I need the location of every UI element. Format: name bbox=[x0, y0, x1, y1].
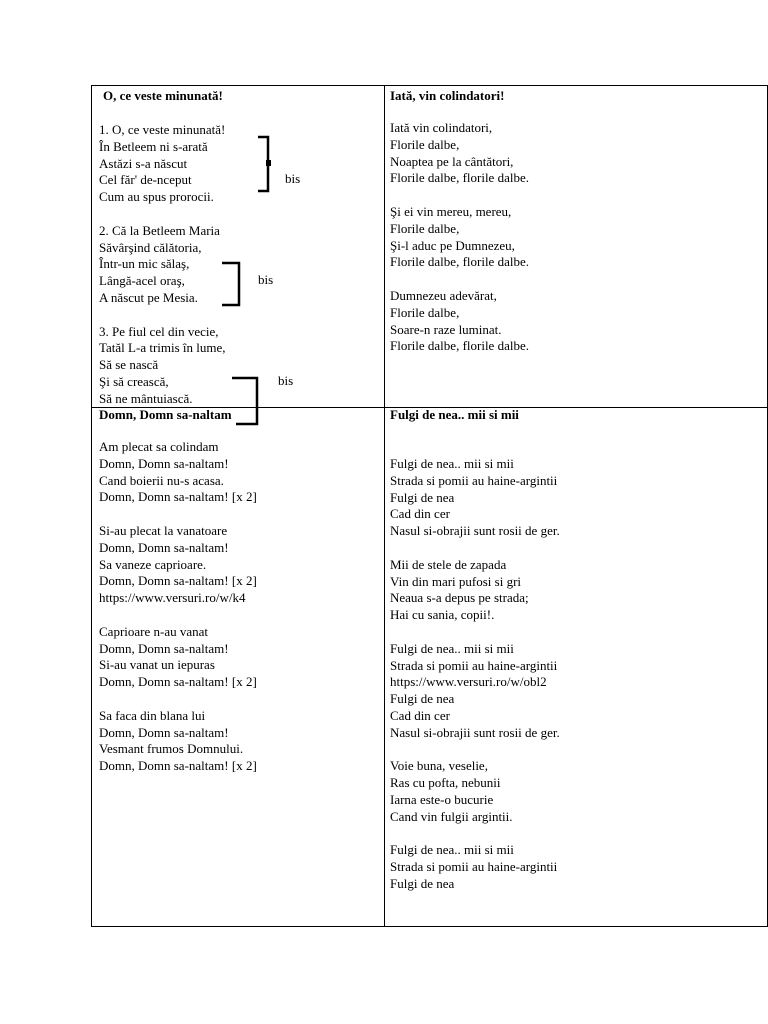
song-lyrics: 1. O, ce veste minunată! În Betleem ni s-arată Astăzi s-a născut Cel făr' de-nceput Cum au spus prorocii. 2. Că la Betleem Maria Săvârşind călătoria, Într-un mic sălaş, Lângă-acel oraş, A născut pe Mesia. 3. Pe fiul cel din vecie, Tatăl L-a trimis în lume, Să se nască Şi să crească, Să ne mântuiască. bbox=[99, 122, 226, 406]
repeat-brace bbox=[258, 135, 272, 193]
song-lyrics: Iată vin colindatori, Florile dalbe, Noaptea pe la cântători, Florile dalbe, florile dalbe. Şi ei vin mereu, mereu, Florile dalbe, Şi-l aduc pe Dumnezeu, Florile dalbe, florile dalbe. Dumnezeu adevărat, Florile dalbe, Soare-n raze luminat. Florile dalbe, florile dalbe. bbox=[390, 120, 529, 354]
song-title: Fulgi de nea.. mii si mii bbox=[390, 407, 519, 422]
bis-label: bis bbox=[278, 373, 294, 388]
song-title: Iată, vin colindatori! bbox=[390, 88, 505, 103]
song-lyrics: Fulgi de nea.. mii si mii Strada si pomii au haine-argintii Fulgi de nea Cad din cer Nasul si-obrajii sunt rosii de ger. Mii de stele de zapada Vin din mari pufosi si gri Neaua s-a depus pe strada; Hai cu sania, copii!. Fulgi de nea.. mii si mii Strada si pomii au haine-argintii https://www.versuri.ro/w/obl2 Fulgi de nea Cad din cer Nasul si-obrajii sunt rosii de ger. Voie buna, veselie, Ras cu pofta, nebunii Iarna este-o bucurie Cand vin fulgii argintii. Fulgi de nea.. mii si mii Strada si pomii au haine-argintii Fulgi de nea bbox=[390, 456, 560, 891]
song-lyrics: Am plecat sa colindam Domn, Domn sa-naltam! Cand boierii nu-s acasa. Domn, Domn sa-naltam! [x 2] Si-au plecat la vanatoare Domn, Domn sa-naltam! Sa vaneze caprioare. Domn, Domn sa-naltam! [x 2] https://www.versuri.ro/w/k4 Caprioare n-au vanat Domn, Domn sa-naltam! Si-au vanat un iepuras Domn, Domn sa-naltam! [x 2] Sa faca din blana lui Domn, Domn sa-naltam! Vesmant frumos Domnului. Domn, Domn sa-naltam! [x 2] bbox=[99, 439, 257, 774]
song-title: Domn, Domn sa-naltam bbox=[99, 407, 232, 422]
repeat-brace bbox=[222, 261, 242, 307]
song-title: O, ce veste minunată! bbox=[103, 88, 223, 103]
repeat-brace bbox=[232, 376, 262, 426]
bis-label: bis bbox=[285, 171, 301, 186]
bis-label: bis bbox=[258, 272, 274, 287]
